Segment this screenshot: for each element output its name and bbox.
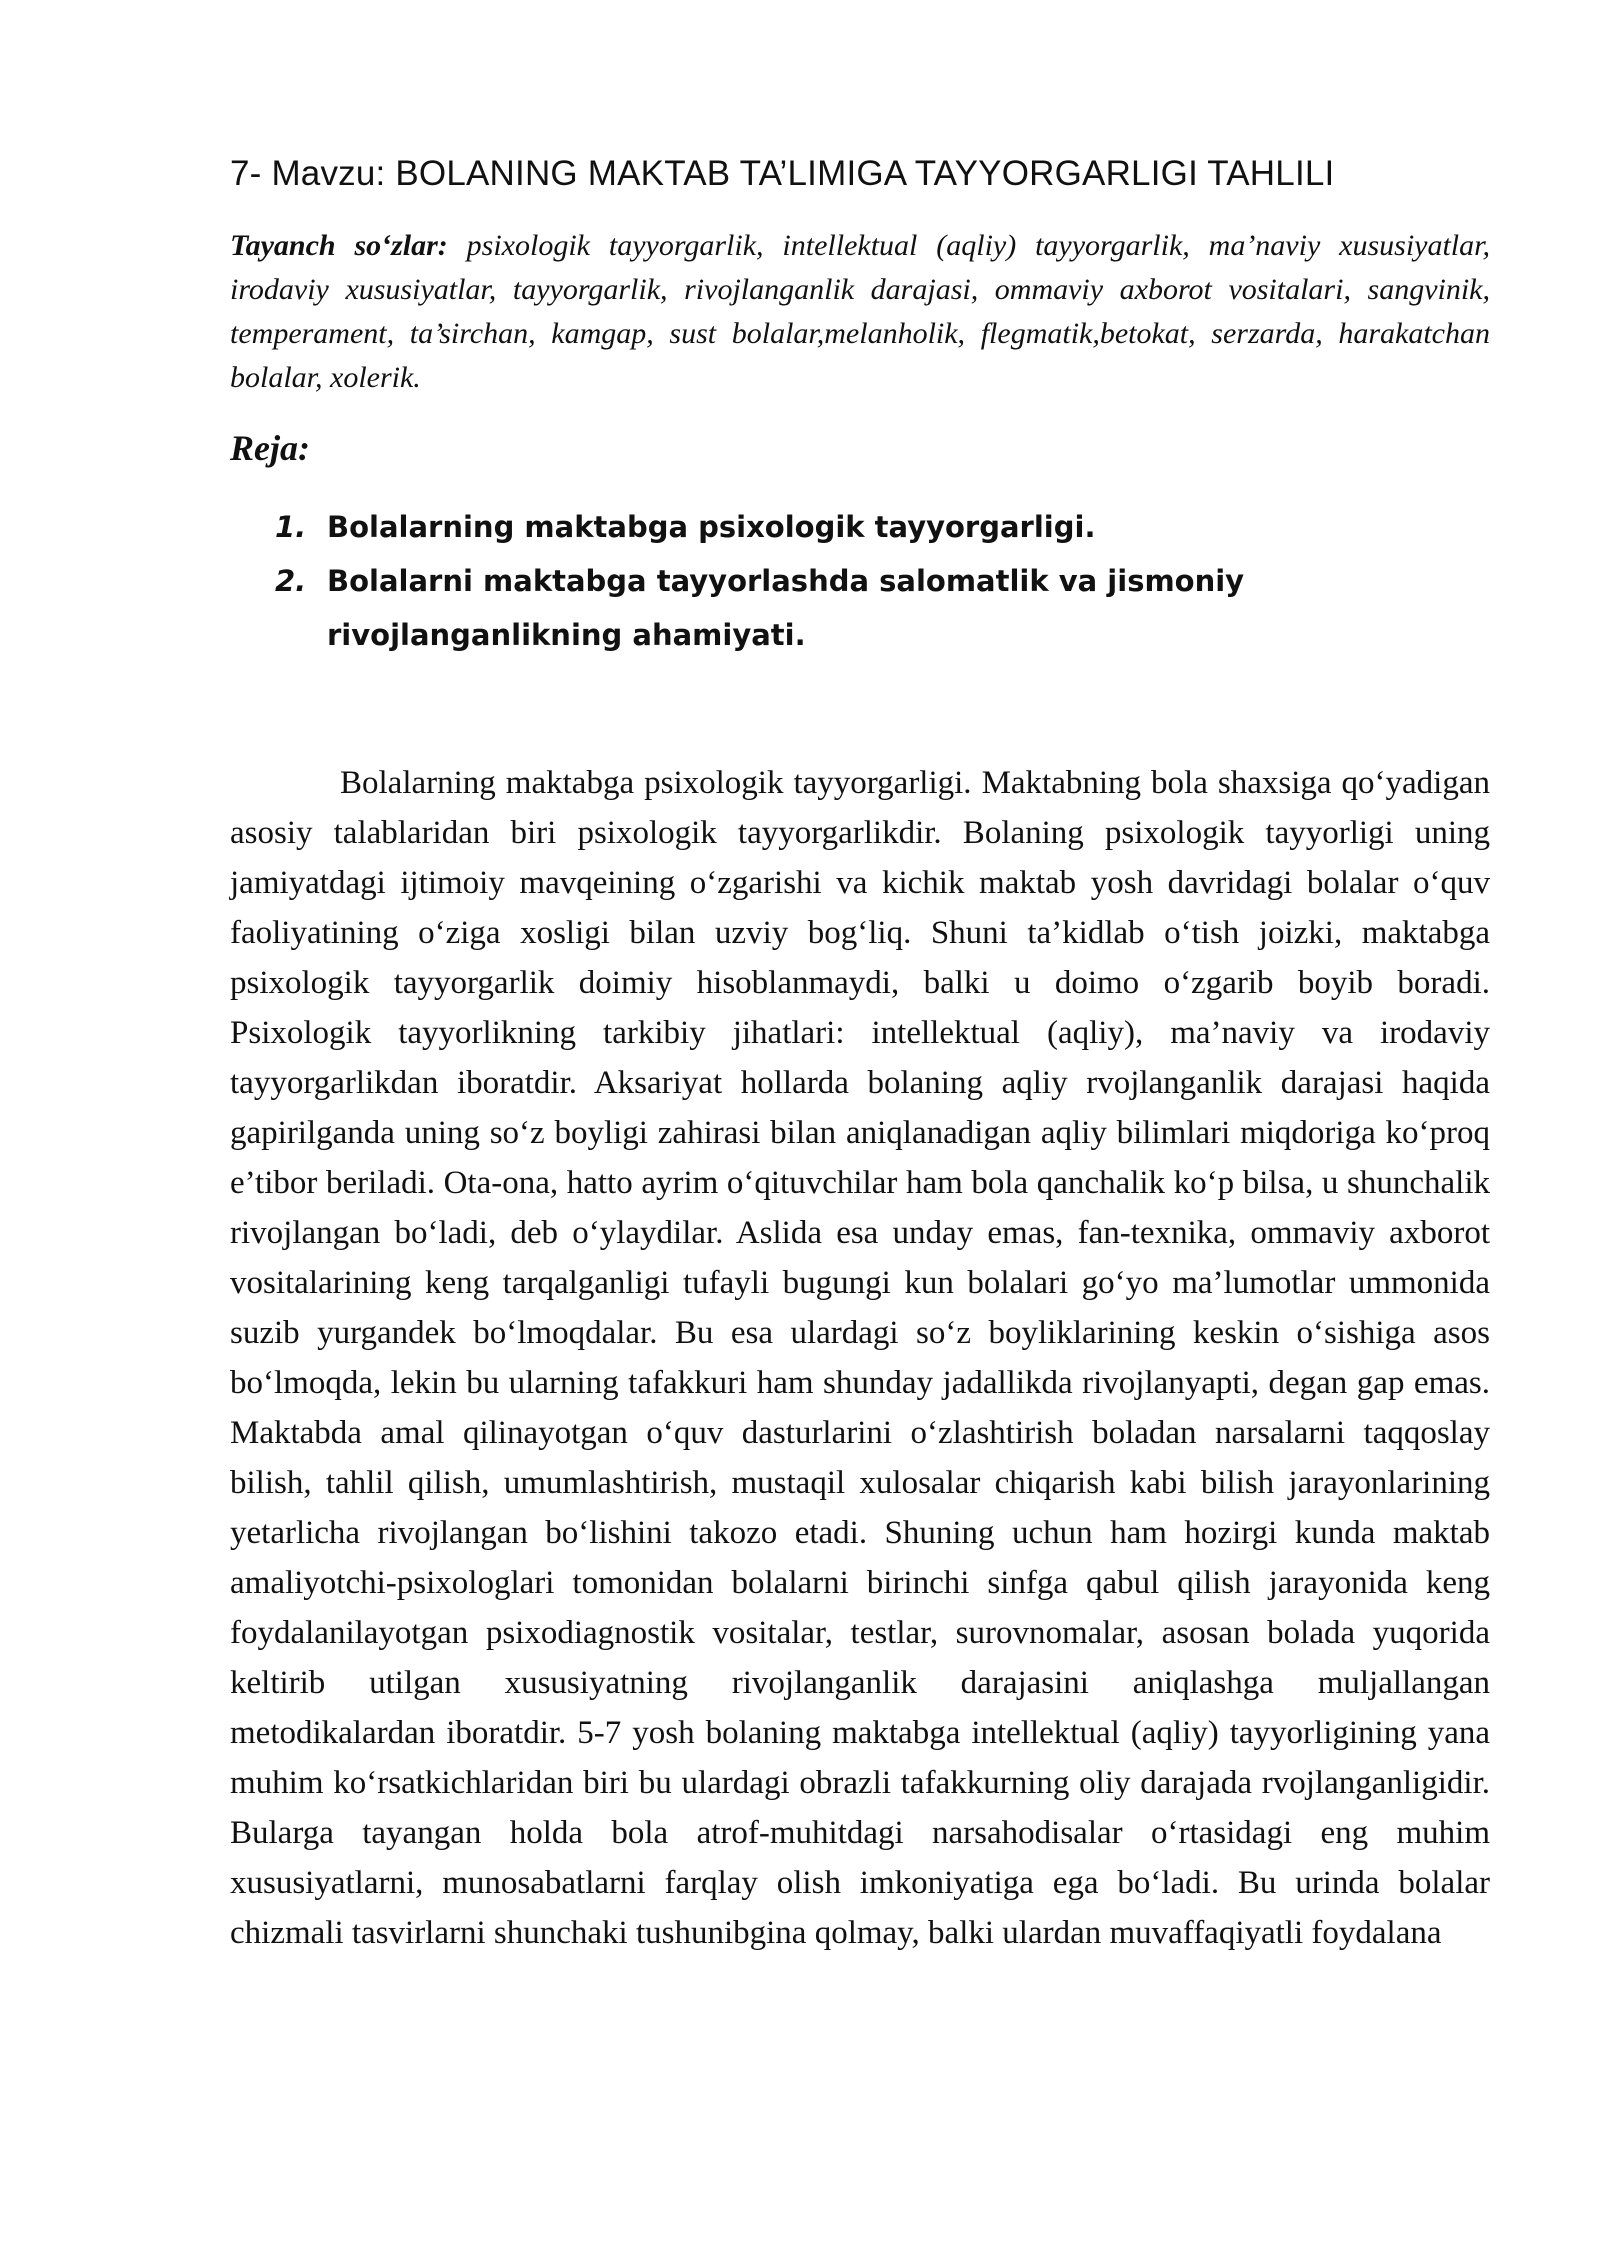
plan-list (230, 500, 1490, 662)
document-page (230, 0, 1490, 2262)
keywords-text: psixologik tayyorgarlik, intellektual (aqliy) tayyorgarlik, ma’naviy xususiyatlar, irodaviy xususiyatlar, tayyorgarlik, rivojlanganlik darajasi, ommaviy axborot vositalari, sangvinik, temperament, ta’sirchan, kamgap, sust bolalar,melanholik, flegmatik,betokat, serzarda, harakatchan bolalar, xolerik. (230, 229, 1490, 394)
plan-heading: Reja: (230, 428, 310, 468)
list-item (230, 500, 1490, 554)
list-item (230, 554, 1490, 662)
keywords-block (230, 224, 1490, 400)
list-item-number: 1. (275, 510, 307, 544)
page-title: 7- Mavzu: BOLANING MAKTAB TA’LIMIGA TAYYORGARLIGI TAHLILI (230, 154, 1335, 193)
list-item-text: Bolalarning maktabga psixologik tayyorgarligi. (327, 510, 1096, 544)
list-item-number: 2. (275, 564, 307, 598)
list-item-text: Bolalarni maktabga tayyorlashda salomatlik va jismoniy rivojlanganlikning ahamiyati. (327, 564, 1245, 652)
body-paragraph: Bolalarning maktabga psixologik tayyorgarligi. Maktabning bola shaxsiga qo‘yadigan asosiy talablaridan biri psixologik tayyorgarlikdir. Bolaning psixologik tayyorligi uning jamiyatdagi ijtimoiy mavqeining o‘zgarishi va kichik maktab yosh davridagi bolalar o‘quv faoliyatining o‘ziga xosligi bilan uzviy bog‘liq. Shuni ta’kidlab o‘tish joizki, maktabga psixologik tayyorgarlik doimiy hisoblanmaydi, balki u doimo o‘zgarib boyib boradi. Psixologik tayyorlikning tarkibiy jihatlari: intellektual (aqliy), ma’naviy va irodaviy tayyorgarlikdan iboratdir. Aksariyat hollarda bolaning aqliy rvojlanganlik darajasi haqida gapirilganda uning so‘z boyligi zahirasi bilan aniqlanadigan aqliy bilimlari miqdoriga ko‘proq e’tibor beriladi. Ota-ona, hatto ayrim o‘qituvchilar ham bola qanchalik ko‘p bilsa, u shunchalik rivojlangan bo‘ladi, deb o‘ylaydilar. Aslida esa unday emas, fan-texnika, ommaviy axborot vositalarining keng tarqalganligi tufayli bugungi kun bolalari go‘yo ma’lumotlar ummonida suzib yurgandek bo‘lmoqdalar. Bu esa ulardagi so‘z boyliklarining keskin o‘sishiga asos bo‘lmoqda, lekin bu ularning tafakkuri ham shunday jadallikda rivojlanyapti, degan gap emas. Maktabda amal qilinayotgan o‘quv dasturlarini o‘zlashtirish boladan narsalarni taqqoslay bilish, tahlil qilish, umumlashtirish, mustaqil xulosalar chiqarish kabi bilish jarayonlarining yetarlicha rivojlangan bo‘lishini takozo etadi. Shuning uchun ham hozirgi kunda maktab amaliyotchi-psixologlari tomonidan bolalarni birinchi sinfga qabul qilish jarayonida keng foydalanilayotgan psixodiagnostik vositalar, testlar, surovnomalar, asosan bolada yuqorida keltirib utilgan xususiyatning rivojlanganlik darajasini aniqlashga muljallangan metodikalardan iboratdir. 5-7 yosh bolaning maktabga intellektual (aqliy) tayyorligining yana muhim ko‘rsatkichlaridan biri bu ulardagi obrazli tafakkurning oliy darajada rvojlanganligidir. Bularga tayangan holda bola atrof-muhitdagi narsahodisalar o‘rtasidagi eng muhim xususiyatlarni, munosabatlarni farqlay olish imkoniyatiga ega bo‘ladi. Bu urinda bolalar chizmali tasvirlarni shunchaki tushunibgina qolmay, balki ulardan muvaffaqiyatli foydalana (230, 765, 1490, 1951)
keywords-label: Tayanch so‘zlar: (230, 229, 448, 262)
